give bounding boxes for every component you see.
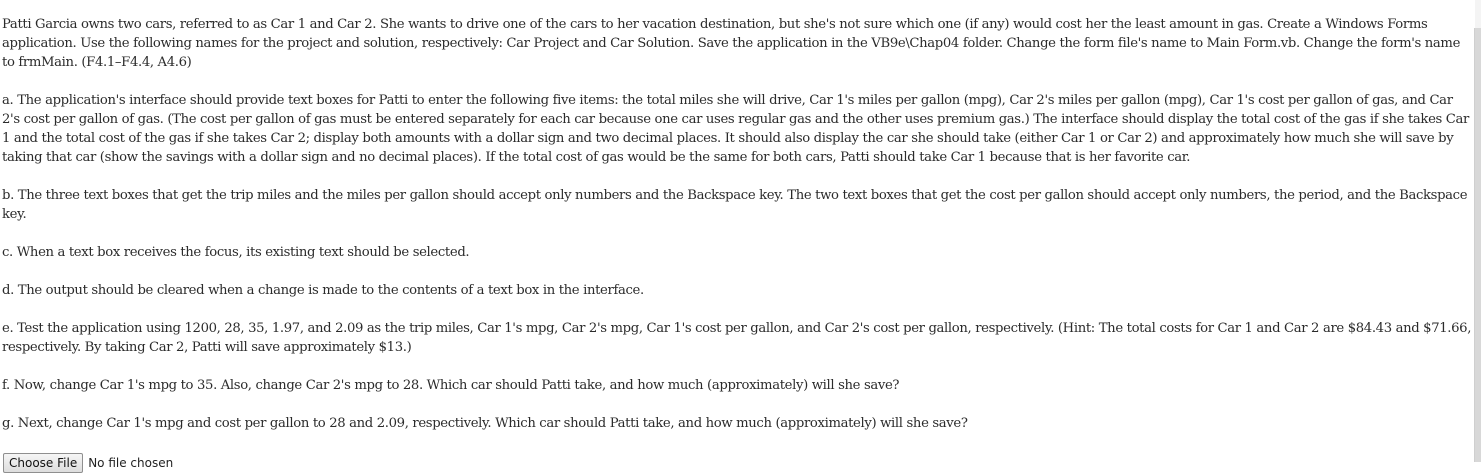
item-f-paragraph: f. Now, change Car 1's mpg to 35. Also, change Car 2's mpg to 28. Which car should Patti take, and how much (approximately) will she save? (2, 378, 900, 393)
intro-paragraph: Patti Garcia owns two cars, referred to as Car 1 and Car 2. She wants to drive one of the cars to her vacation destination, but she's not sure which one (if any) would cost her the least amount in gas. Create a Windows Forms application. Use the following names for the project and solution, respectively: Car Project and Car Solution. Save the application in the VB9e\Chap04 folder. Change the form file's name to Main Form.vb. Change the form's name to frmMain. (F4.1–F4.4, A4.6) (2, 17, 1461, 70)
file-status-text: No file chosen (88, 456, 174, 470)
item-e-paragraph: e. Test the application using 1200, 28, 35, 1.97, and 2.09 as the trip miles, Car 1's mpg, Car 2's mpg, Car 1's cost per gallon, and Car 2's cost per gallon, respectively. (Hint: The total costs for Car 1 and Car 2 are $84.43 and $71.66, respectively. By taking Car 2, Patti will save approximately $13.) (2, 321, 1472, 355)
file-upload (3, 453, 173, 475)
item-b-paragraph: b. The three text boxes that get the trip miles and the miles per gallon should accept only numbers and the Backspace key. The two text boxes that get the cost per gallon should accept only numbers, the period, and the Backspace key. (2, 188, 1468, 222)
problem-text (2, 15, 1474, 452)
item-d-paragraph: d. The output should be cleared when a change is made to the contents of a text box in the interface. (2, 283, 644, 298)
vertical-scrollbar[interactable] (1475, 0, 1481, 461)
scrollbar-thumb[interactable] (1474, 28, 1481, 462)
item-g-paragraph: g. Next, change Car 1's mpg and cost per gallon to 28 and 2.09, respectively. Which car should Patti take, and how much (approximately) will she save? (2, 416, 968, 431)
item-a-paragraph: a. The application's interface should provide text boxes for Patti to enter the following five items: the total miles she will drive, Car 1's miles per gallon (mpg), Car 2's miles per gallon (mpg), Car 1's cost per gallon of gas, and Car 2's cost per gallon of gas. (The cost per gallon of gas must be entered separately for each car because one car uses regular gas and the other uses premium gas.) The interface should display the total cost of the gas if she takes Car 1 and the total cost of the gas if she takes Car 2; display both amounts with a dollar sign and two decimal places. It should also display the car she should take (either Car 1 or Car 2) and approximately how much she will save by taking that car (show the savings with a dollar sign and no decimal places). If the total cost of gas would be the same for both cars, Patti should take Car 1 because that is her favorite car. (2, 93, 1469, 165)
choose-file-button[interactable]: Choose File (3, 453, 83, 473)
item-c-paragraph: c. When a text box receives the focus, its existing text should be selected. (2, 245, 470, 260)
